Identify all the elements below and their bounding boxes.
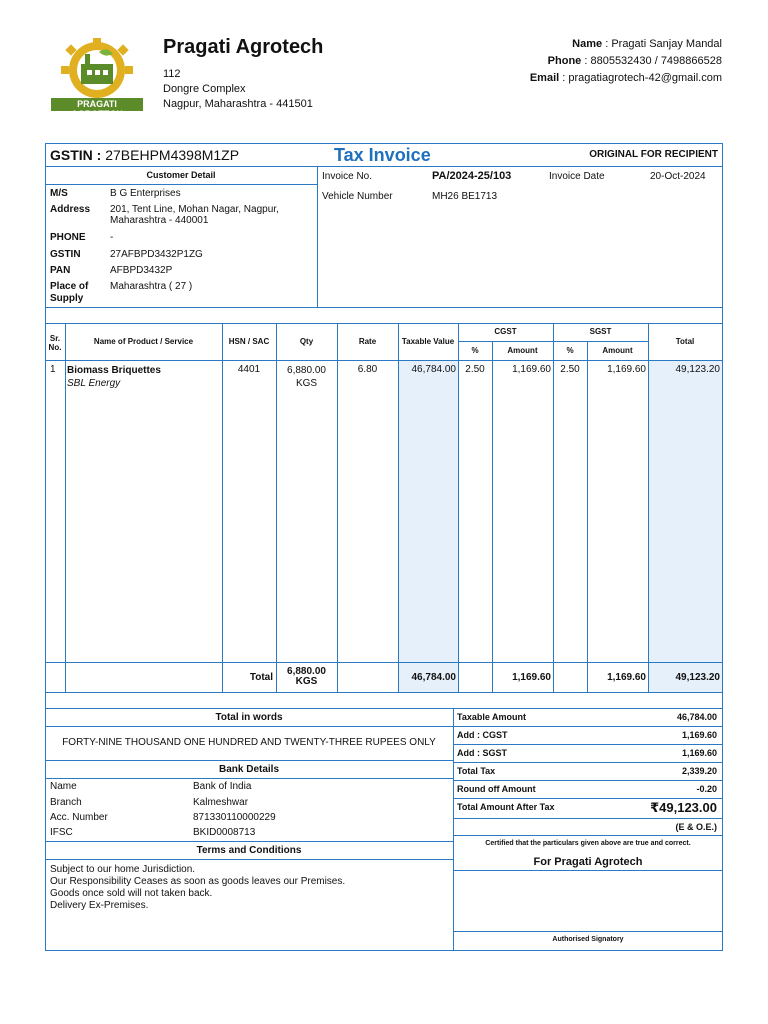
customer-address <box>110 204 279 226</box>
item-sgst-amt: 1,169.60 <box>607 364 646 375</box>
phone-label: PHONE <box>50 232 86 243</box>
total-label: Total <box>249 672 273 683</box>
customer-name: B G Enterprises <box>110 188 181 199</box>
item-taxable: 46,784.00 <box>411 364 456 375</box>
vehicle-number: MH26 BE1713 <box>432 191 498 202</box>
col-sr <box>45 334 65 352</box>
pos-label-line: Supply <box>50 293 84 304</box>
item-hsn: 4401 <box>237 364 261 375</box>
address-label: Address <box>50 204 91 215</box>
item-sgst-pct: 2.50 <box>560 364 580 375</box>
taxable-column-shade <box>398 361 458 692</box>
summary-taxable-label: Taxable Amount <box>457 712 527 722</box>
customer-address-line: 201, Tent Line, Mohan Nagar, Nagpur, <box>110 204 279 215</box>
vehicle-label: Vehicle Number <box>322 191 393 202</box>
col-cgst-amount: Amount <box>507 346 538 355</box>
summary-total-tax: 2,339.20 <box>681 766 717 776</box>
item-rate: 6.80 <box>357 364 378 375</box>
item-qty-value: 6,880.00 <box>287 365 326 376</box>
ms-label: M/S <box>50 188 68 199</box>
words-title: Total in words <box>215 712 283 723</box>
terms-line: Goods once sold will not taken back. <box>50 888 213 899</box>
terms-line: Delivery Ex-Premises. <box>50 900 149 911</box>
col-sr-line: No. <box>48 343 62 352</box>
total-qty <box>276 667 337 687</box>
summary-total-tax-label: Total Tax <box>457 766 496 776</box>
col-cgst-pct: % <box>471 346 479 355</box>
bank-name-label: Name <box>50 781 77 792</box>
summary-sgst: 1,169.60 <box>681 748 717 758</box>
bank-branch-label: Branch <box>50 797 82 808</box>
contact-phone-label: Phone <box>547 55 582 67</box>
col-sr-line: Sr. <box>49 334 61 343</box>
total-cgst: 1,169.60 <box>512 672 551 683</box>
col-total: Total <box>675 337 695 346</box>
total-sgst: 1,169.60 <box>607 672 646 683</box>
col-hsn: HSN / SAC <box>228 337 270 346</box>
place-of-supply: Maharashtra ( 27 ) <box>110 281 193 292</box>
customer-gstin-label: GSTIN <box>50 249 81 260</box>
item-product-name: Biomass Briquettes <box>67 365 161 376</box>
customer-pan: AFBPD3432P <box>110 265 173 276</box>
invoice-no: PA/2024-25/103 <box>432 170 512 182</box>
company-name: Pragati Agrotech <box>163 36 324 58</box>
col-sgst-pct: % <box>566 346 574 355</box>
total-taxable: 46,784.00 <box>411 672 456 683</box>
summary-after-tax-label: Total Amount After Tax <box>457 802 555 812</box>
customer-detail-title: Customer Detail <box>146 170 216 180</box>
bank-title: Bank Details <box>218 764 280 775</box>
contact-phone: 8805532430 / 7498866528 <box>590 55 722 67</box>
item-cgst-pct: 2.50 <box>465 364 485 375</box>
customer-phone: - <box>110 232 114 243</box>
total-qty-unit: KGS <box>295 676 318 687</box>
item-cgst-amt: 1,169.60 <box>512 364 551 375</box>
col-sgst: SGST <box>589 327 612 336</box>
contact-block: Name : Pragati Sanjay Mandal Phone : 8805532430 / 7498866528 Email : pragatiagrotech-42@gmail.com <box>529 38 722 84</box>
logo-text: PRAGATI AGROTECH <box>71 99 123 119</box>
bank-ifsc-label: IFSC <box>50 827 73 838</box>
address-line: Dongre Complex <box>163 83 246 95</box>
certified-text: Certified that the particulars given above are true and correct. <box>485 840 691 847</box>
total-column-shade <box>649 361 722 692</box>
pos-label-line: Place of <box>50 281 89 292</box>
bank-name: Bank of India <box>193 781 252 792</box>
seller-gstin-label: GSTIN : <box>50 147 102 163</box>
bank-acc-label: Acc. Number <box>50 812 108 823</box>
contact-email: pragatiagrotech-42@gmail.com <box>568 72 722 84</box>
summary-eoe: (E & O.E.) <box>675 822 717 832</box>
terms-line: Our Responsibility Ceases as soon as goods leaves our Premises. <box>50 876 346 887</box>
summary-taxable: 46,784.00 <box>676 712 717 722</box>
col-rate: Rate <box>358 337 377 346</box>
company-address <box>163 67 313 112</box>
invoice-no-label: Invoice No. <box>322 171 373 182</box>
item-product <box>67 364 161 390</box>
terms-list <box>50 864 345 912</box>
copy-type: ORIGINAL FOR RECIPIENT <box>589 149 718 160</box>
item-qty <box>276 364 337 390</box>
total-qty-value: 6,880.00 <box>287 666 326 677</box>
for-company: For Pragati Agrotech <box>533 856 643 868</box>
col-product: Name of Product / Service <box>93 337 194 346</box>
invoice-date-label: Invoice Date <box>549 171 605 182</box>
pan-label: PAN <box>50 265 71 276</box>
address-line: 112 <box>163 68 181 80</box>
bank-ifsc: BKID0008713 <box>193 827 256 838</box>
contact-email-label: Email <box>529 72 560 84</box>
terms-line: Subject to our home Jurisdiction. <box>50 864 196 875</box>
contact-name-label: Name <box>572 38 603 50</box>
place-of-supply-label <box>50 281 88 305</box>
summary-after-tax: ₹49,123.00 <box>650 800 717 815</box>
col-sgst-amount: Amount <box>602 346 633 355</box>
address-line: Nagpur, Maharashtra - 441501 <box>163 98 313 110</box>
invoice-date: 20-Oct-2024 <box>650 171 706 182</box>
customer-gstin: 27AFBPD3432P1ZG <box>110 249 203 260</box>
col-taxable: Taxable Value <box>401 337 455 346</box>
document-title: Tax Invoice <box>334 145 431 165</box>
company-logo <box>47 38 147 119</box>
bank-acc: 871330110000229 <box>193 812 276 823</box>
summary-cgst-label: Add : CGST <box>457 730 508 740</box>
item-total: 49,123.20 <box>675 364 720 375</box>
item-qty-unit: KGS <box>295 378 318 389</box>
summary-sgst-label: Add : SGST <box>457 748 507 758</box>
item-product-sub: SBL Energy <box>67 378 121 389</box>
seller-gstin-value: 27BEHPM4398M1ZP <box>105 147 240 163</box>
item-sr: 1 <box>50 364 56 375</box>
seller-gstin <box>50 147 239 163</box>
summary-round-label: Round off Amount <box>457 784 536 794</box>
authorised-signatory: Authorised Signatory <box>552 936 624 943</box>
col-qty: Qty <box>299 337 314 346</box>
summary-round: -0.20 <box>696 784 717 794</box>
contact-name: Pragati Sanjay Mandal <box>611 38 722 50</box>
amount-in-words: FORTY-NINE THOUSAND ONE HUNDRED AND TWENTY-THREE RUPEES ONLY <box>62 737 436 748</box>
customer-address-line: Maharashtra - 440001 <box>110 215 209 226</box>
col-cgst: CGST <box>494 327 517 336</box>
terms-title: Terms and Conditions <box>196 845 302 856</box>
total-grand: 49,123.20 <box>675 672 720 683</box>
summary-cgst: 1,169.60 <box>681 730 717 740</box>
bank-branch: Kalmeshwar <box>193 797 249 808</box>
